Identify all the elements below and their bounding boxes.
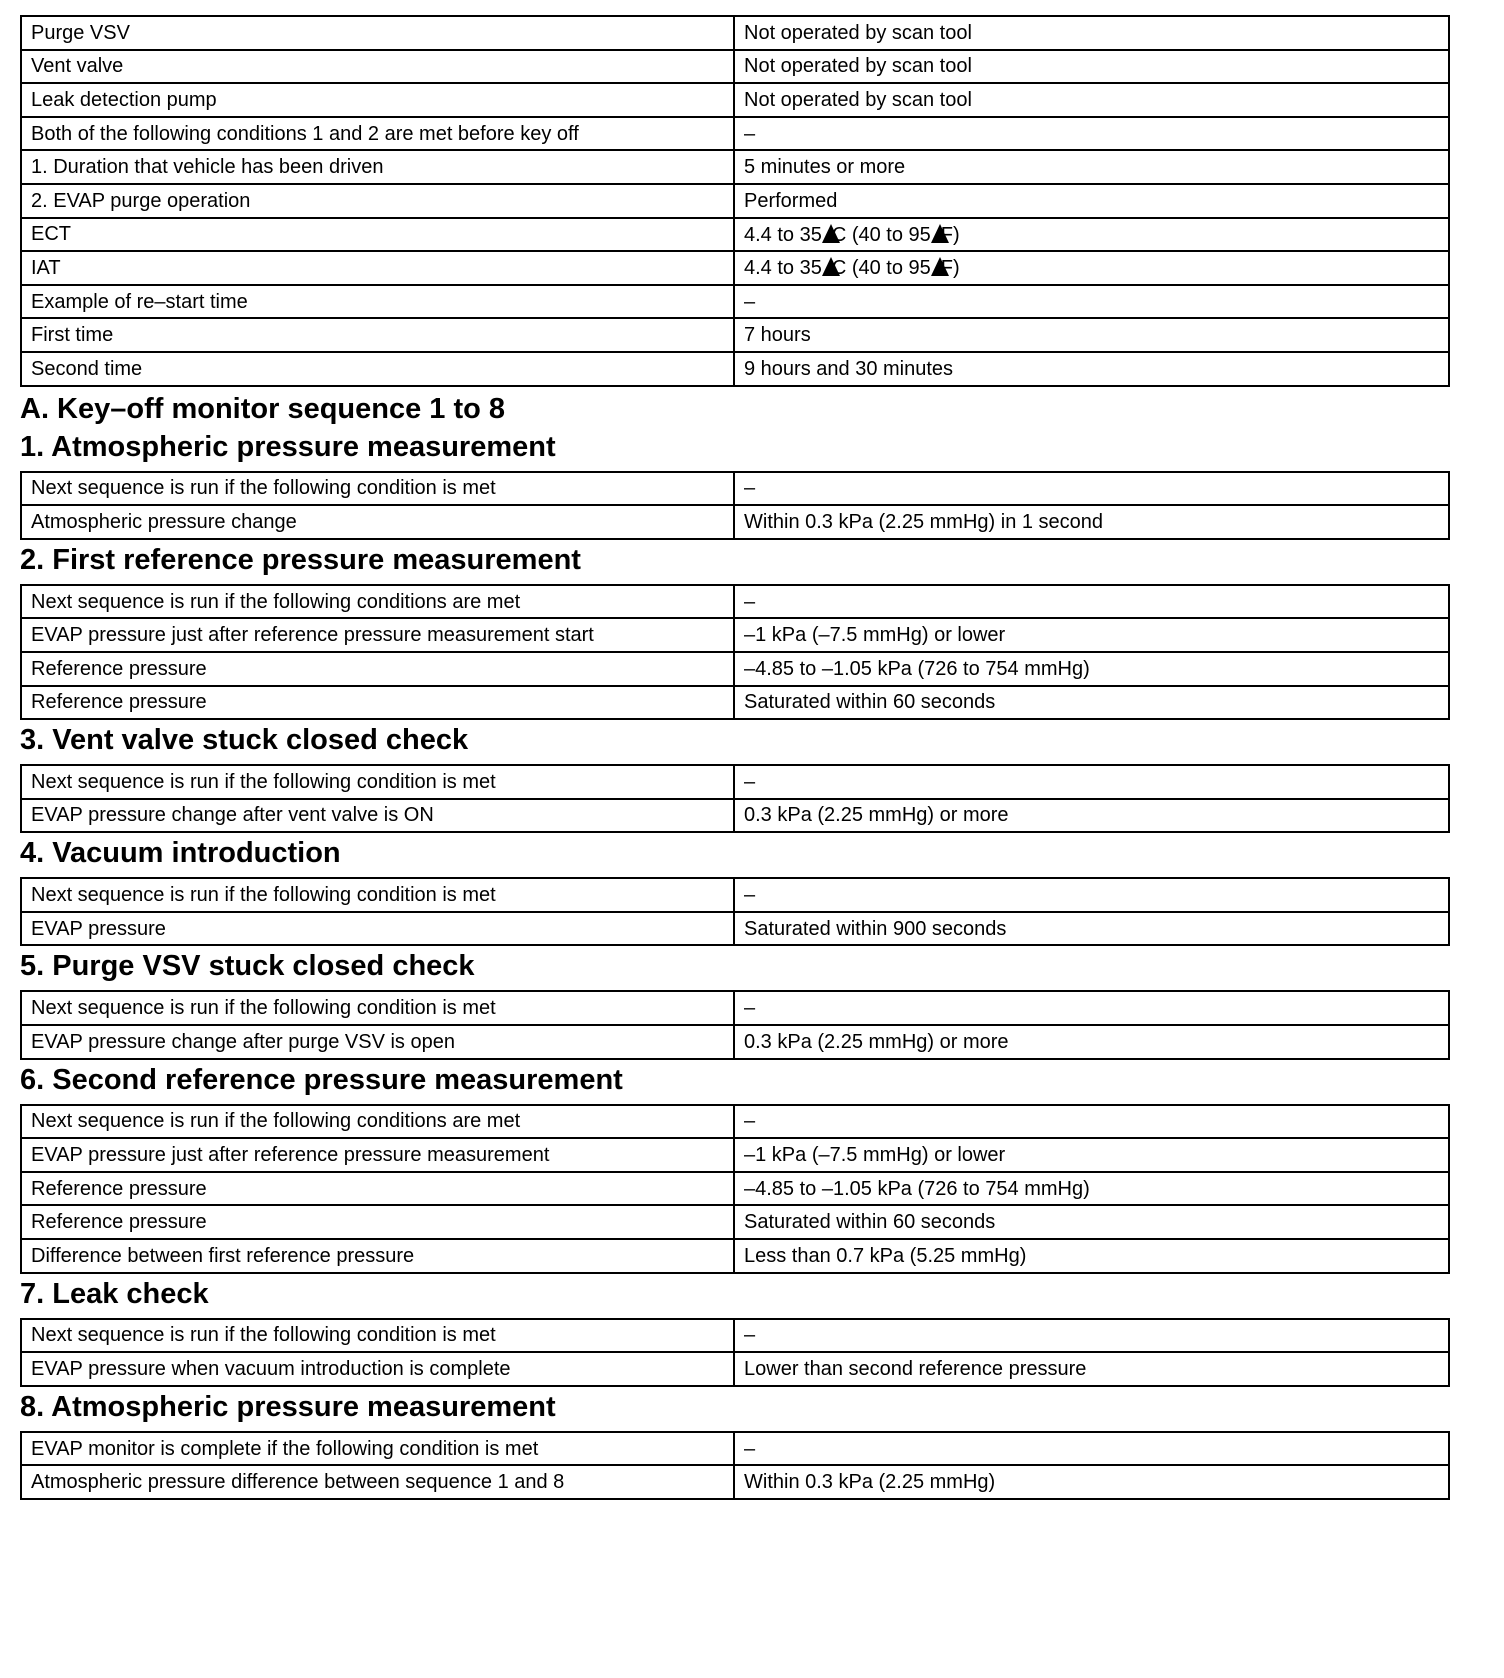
row-label: Reference pressure [21, 652, 734, 686]
section-table [20, 877, 1450, 946]
row-label: Reference pressure [21, 686, 734, 720]
row-value: – [734, 472, 1449, 506]
row-label: First time [21, 318, 734, 352]
section-table [20, 1318, 1450, 1387]
row-label: EVAP pressure change after vent valve is ON [21, 799, 734, 833]
table-row [21, 1138, 1449, 1172]
row-label: Reference pressure [21, 1205, 734, 1239]
table-row [21, 150, 1449, 184]
row-label: EVAP pressure [21, 912, 734, 946]
row-value: 0.3 kPa (2.25 mmHg) or more [734, 1025, 1449, 1059]
section-table [20, 1104, 1450, 1274]
table-row [21, 878, 1449, 912]
table-row [21, 218, 1449, 252]
row-label: Next sequence is run if the following condition is met [21, 472, 734, 506]
row-value: – [734, 585, 1449, 619]
row-value [734, 218, 1449, 252]
row-label: Next sequence is run if the following condition is met [21, 878, 734, 912]
table-row [21, 83, 1449, 117]
table-row [21, 585, 1449, 619]
table-row [21, 912, 1449, 946]
row-value: Not operated by scan tool [734, 50, 1449, 84]
row-value: Saturated within 900 seconds [734, 912, 1449, 946]
table-row [21, 1352, 1449, 1386]
row-label: 1. Duration that vehicle has been driven [21, 150, 734, 184]
row-value: Performed [734, 184, 1449, 218]
row-value: 0.3 kPa (2.25 mmHg) or more [734, 799, 1449, 833]
row-value: – [734, 878, 1449, 912]
table-row [21, 352, 1449, 386]
table-row [21, 1025, 1449, 1059]
row-value: – [734, 117, 1449, 151]
row-value: Not operated by scan tool [734, 16, 1449, 50]
table-row [21, 652, 1449, 686]
section-heading: 7. Leak check [20, 1277, 209, 1310]
row-value: – [734, 765, 1449, 799]
row-label: Next sequence is run if the following conditions are met [21, 1105, 734, 1139]
row-value: –1 kPa (–7.5 mmHg) or lower [734, 618, 1449, 652]
value-part: F) [940, 223, 960, 246]
row-value: –1 kPa (–7.5 mmHg) or lower [734, 1138, 1449, 1172]
row-value: Lower than second reference pressure [734, 1352, 1449, 1386]
row-value: –4.85 to –1.05 kPa (726 to 754 mmHg) [734, 652, 1449, 686]
row-value: – [734, 1432, 1449, 1466]
section-table [20, 471, 1450, 540]
row-value: Saturated within 60 seconds [734, 1205, 1449, 1239]
row-value: Saturated within 60 seconds [734, 686, 1449, 720]
row-label: Next sequence is run if the following condition is met [21, 1319, 734, 1353]
row-label: Next sequence is run if the following conditions are met [21, 585, 734, 619]
table-row [21, 799, 1449, 833]
row-value: –4.85 to –1.05 kPa (726 to 754 mmHg) [734, 1172, 1449, 1206]
row-value: 5 minutes or more [734, 150, 1449, 184]
row-label: Both of the following conditions 1 and 2 are met before key off [21, 117, 734, 151]
section-heading: 4. Vacuum introduction [20, 837, 341, 870]
row-label: EVAP pressure just after reference pressure measurement [21, 1138, 734, 1172]
table-row [21, 285, 1449, 319]
row-label: Difference between first reference pressure [21, 1239, 734, 1273]
section-heading: 1. Atmospheric pressure measurement [20, 430, 556, 463]
table-row [21, 765, 1449, 799]
document [20, 15, 1448, 1500]
table-row [21, 184, 1449, 218]
table-row [21, 1465, 1449, 1499]
row-label: EVAP monitor is complete if the following condition is met [21, 1432, 734, 1466]
table-row [21, 318, 1449, 352]
row-label: 2. EVAP purge operation [21, 184, 734, 218]
table-row [21, 991, 1449, 1025]
table-row [21, 1105, 1449, 1139]
table-row [21, 1172, 1449, 1206]
row-value [734, 251, 1449, 285]
section-heading: 8. Atmospheric pressure measurement [20, 1390, 556, 1423]
row-label: Next sequence is run if the following condition is met [21, 991, 734, 1025]
row-label: EVAP pressure change after purge VSV is open [21, 1025, 734, 1059]
table-row [21, 1319, 1449, 1353]
section-heading: 3. Vent valve stuck closed check [20, 724, 469, 757]
table-row [21, 251, 1449, 285]
row-value: Less than 0.7 kPa (5.25 mmHg) [734, 1239, 1449, 1273]
row-label: Reference pressure [21, 1172, 734, 1206]
value-part: 4.4 to 35 [744, 223, 822, 246]
section-heading: 2. First reference pressure measurement [20, 543, 581, 576]
value-part: C (40 to 95 [831, 223, 931, 246]
row-label: EVAP pressure when vacuum introduction is complete [21, 1352, 734, 1386]
table-row [21, 1239, 1449, 1273]
row-value: – [734, 1105, 1449, 1139]
value-part: C (40 to 95 [831, 257, 931, 280]
row-value: Within 0.3 kPa (2.25 mmHg) [734, 1465, 1449, 1499]
row-value: Not operated by scan tool [734, 83, 1449, 117]
row-value: 9 hours and 30 minutes [734, 352, 1449, 386]
row-label: IAT [21, 251, 734, 285]
section-table [20, 764, 1450, 833]
value-part: 4.4 to 35 [744, 257, 822, 280]
row-value: – [734, 991, 1449, 1025]
row-label: Example of re–start time [21, 285, 734, 319]
row-label: Vent valve [21, 50, 734, 84]
row-label: Next sequence is run if the following condition is met [21, 765, 734, 799]
row-label: Atmospheric pressure change [21, 505, 734, 539]
table-row [21, 117, 1449, 151]
row-label: Purge VSV [21, 16, 734, 50]
row-value: Within 0.3 kPa (2.25 mmHg) in 1 second [734, 505, 1449, 539]
row-label: EVAP pressure just after reference pressure measurement start [21, 618, 734, 652]
table-row [21, 618, 1449, 652]
table-row [21, 1205, 1449, 1239]
section-heading: 5. Purge VSV stuck closed check [20, 950, 475, 983]
section-table [20, 990, 1450, 1059]
table-row [21, 505, 1449, 539]
table-row [21, 50, 1449, 84]
value-part: F) [940, 257, 960, 280]
intro-conditions-table [20, 15, 1450, 387]
row-value: – [734, 1319, 1449, 1353]
table-row [21, 472, 1449, 506]
row-label: Atmospheric pressure difference between sequence 1 and 8 [21, 1465, 734, 1499]
section-table [20, 1431, 1450, 1500]
row-value: – [734, 285, 1449, 319]
row-label: ECT [21, 218, 734, 252]
row-label: Leak detection pump [21, 83, 734, 117]
table-row [21, 686, 1449, 720]
row-value: 7 hours [734, 318, 1449, 352]
main-heading: A. Key–off monitor sequence 1 to 8 [20, 392, 506, 425]
section-heading: 6. Second reference pressure measurement [20, 1063, 623, 1096]
table-row [21, 1432, 1449, 1466]
row-label: Second time [21, 352, 734, 386]
table-row [21, 16, 1449, 50]
section-table [20, 584, 1450, 720]
